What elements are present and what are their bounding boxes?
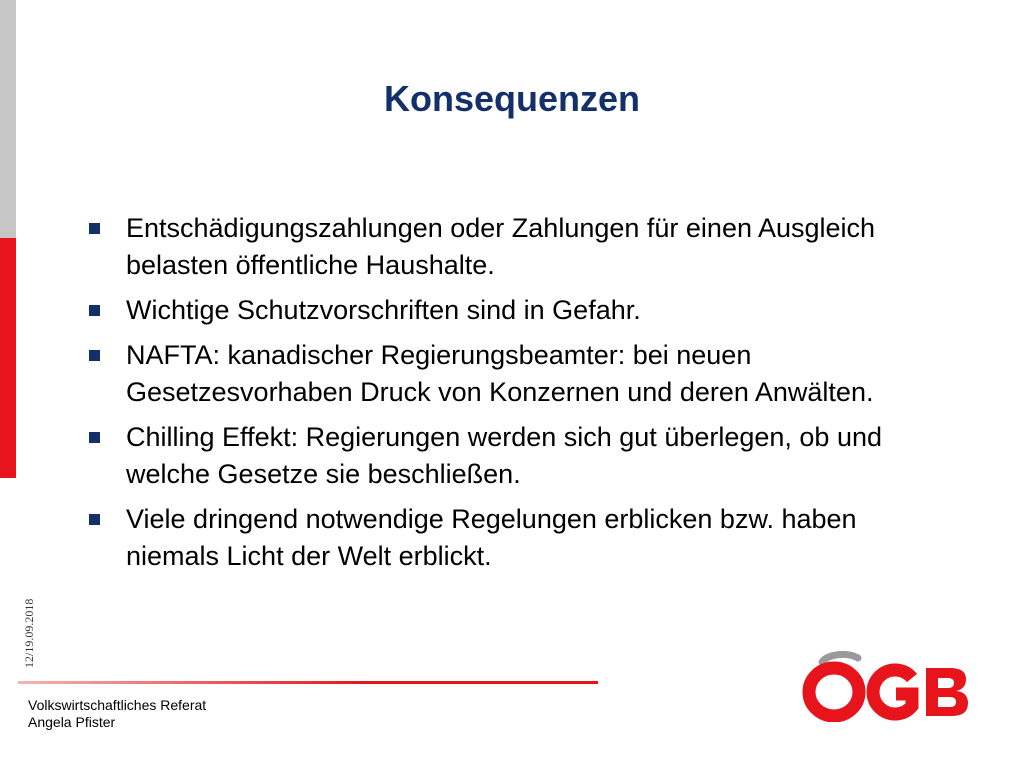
footer [28,697,206,731]
bullet-item [86,501,916,575]
square-bullet-icon [89,514,100,525]
square-bullet-icon [89,350,100,361]
bullet-text: Chilling Effekt: Regierungen werden sich gut überlegen, ob und welche Gesetze sie beschließen. [126,422,882,489]
bullet-item [86,337,916,411]
bullet-item [86,419,916,493]
left-red-bar [0,238,16,478]
bullet-text: NAFTA: kanadischer Regierungsbeamter: bei neuen Gesetzesvorhaben Druck von Konzernen und deren Anwälten. [126,340,874,407]
square-bullet-icon [89,223,100,234]
bullet-text: Viele dringend notwendige Regelungen erblicken bzw. haben niemals Licht der Welt erblickt. [126,504,857,571]
bullet-text: Entschädigungszahlungen oder Zahlungen für einen Ausgleich belasten öffentliche Haushalte. [126,213,876,280]
slide-title: Konsequenzen [383,78,641,119]
bullet-list [86,210,916,583]
slide-date: 12/19.09.2018 [22,598,36,668]
bullet-item [86,292,916,329]
bullet-item [86,210,916,284]
bullet-text: Wichtige Schutzvorschriften sind in Gefahr. [126,295,641,325]
square-bullet-icon [89,305,100,316]
footer-author: Angela Pfister [28,714,116,730]
oegb-logo-icon [800,648,972,722]
footer-department: Volkswirtschaftliches Referat [28,697,207,713]
square-bullet-icon [89,432,100,443]
footer-divider [18,681,598,684]
